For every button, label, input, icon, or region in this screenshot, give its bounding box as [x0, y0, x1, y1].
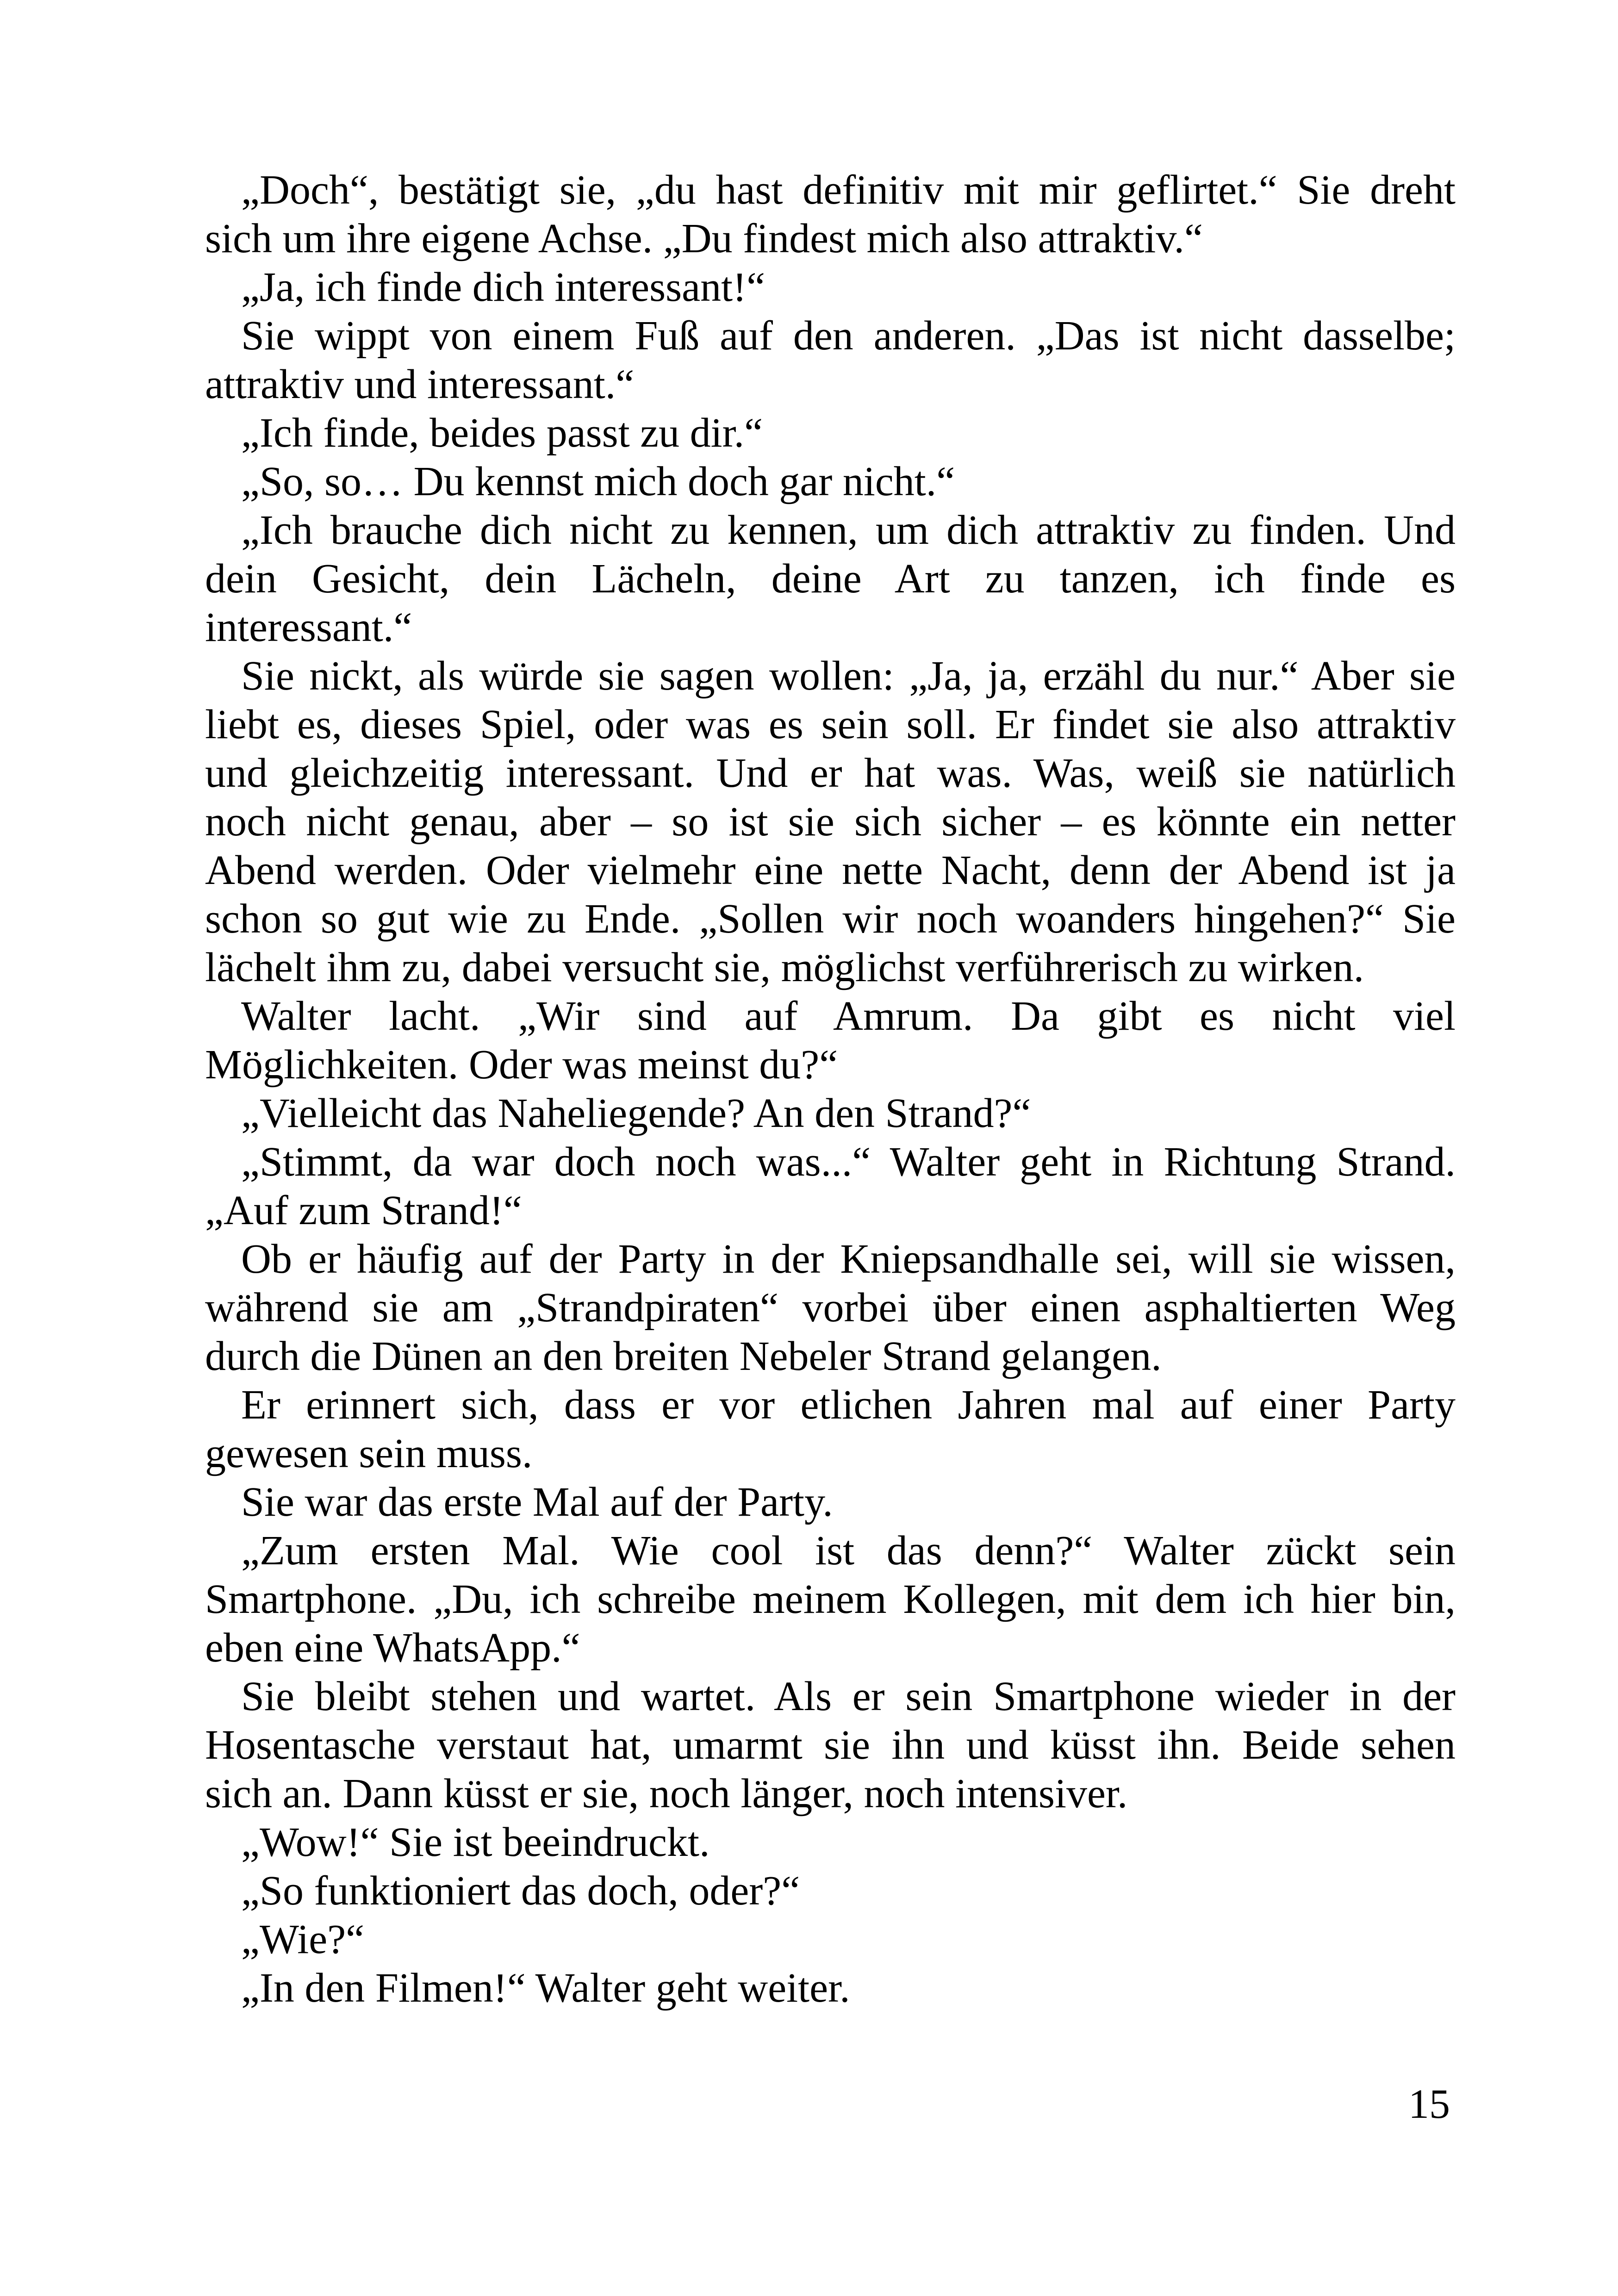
- text-line: Abend werden. Oder vielmehr eine nette Nacht, denn der Abend ist ja: [205, 847, 1456, 893]
- text-line: liebt es, dieses Spiel, oder was es sein soll. Er findet sie also attraktiv: [205, 702, 1456, 747]
- text-line: sich um ihre eigene Achse. „Du findest mich also attraktiv.“: [205, 216, 1203, 261]
- text-line: gewesen sein muss.: [205, 1431, 533, 1476]
- paragraph: [205, 1915, 1456, 1964]
- text-line: schon so gut wie zu Ende. „Sollen wir noch woanders hingehen?“ Sie: [205, 896, 1456, 942]
- paragraph: [205, 506, 1456, 652]
- paragraph: [205, 1672, 1456, 1818]
- text-line: Sie bleibt stehen und wartet. Als er sein Smartphone wieder in der: [241, 1674, 1456, 1719]
- page-number: 15: [1408, 2081, 1450, 2127]
- text-line: „Doch“, bestätigt sie, „du hast definitiv mit mir geflirtet.“ Sie dreht: [241, 167, 1456, 213]
- text-line: Sie nickt, als würde sie sagen wollen: „Ja, ja, erzähl du nur.“ Aber sie: [241, 653, 1456, 699]
- paragraph: [205, 1964, 1456, 2012]
- paragraph: [205, 992, 1456, 1089]
- paragraph: [205, 1235, 1456, 1381]
- text-line: „In den Filmen!“ Walter geht weiter.: [241, 1965, 850, 2011]
- text-line: interessant.“: [205, 604, 412, 650]
- text-line: noch nicht genau, aber – so ist sie sich sicher – es könnte ein netter: [205, 799, 1456, 845]
- text-line: Er erinnert sich, dass er vor etlichen Jahren mal auf einer Party: [241, 1382, 1456, 1428]
- paragraph: [205, 1867, 1456, 1915]
- text-line: „Auf zum Strand!“: [205, 1188, 522, 1233]
- text-line: „Wie?“: [241, 1916, 365, 1962]
- text-block: [205, 166, 1456, 2012]
- text-line: „Vielleicht das Naheliegende? An den Strand?“: [241, 1090, 1031, 1136]
- text-line: „So funktioniert das doch, oder?“: [241, 1868, 800, 1914]
- text-line: Walter lacht. „Wir sind auf Amrum. Da gibt es nicht viel: [241, 993, 1456, 1039]
- paragraph: [205, 1818, 1456, 1867]
- text-line: „Ja, ich finde dich interessant!“: [241, 264, 765, 310]
- text-line: Möglichkeiten. Oder was meinst du?“: [205, 1042, 838, 1088]
- text-line: „Zum ersten Mal. Wie cool ist das denn?“ Walter zückt sein: [241, 1528, 1456, 1574]
- paragraph: [205, 409, 1456, 457]
- text-line: während sie am „Strandpiraten“ vorbei über einen asphaltierten Weg: [205, 1285, 1456, 1331]
- paragraph: [205, 311, 1456, 409]
- text-line: dein Gesicht, dein Lächeln, deine Art zu tanzen, ich finde es: [205, 556, 1456, 602]
- text-line: Sie war das erste Mal auf der Party.: [241, 1479, 833, 1525]
- paragraph: [205, 166, 1456, 263]
- text-line: und gleichzeitig interessant. Und er hat was. Was, weiß sie natürlich: [205, 750, 1456, 796]
- paragraph: [205, 1089, 1456, 1138]
- text-line: „So, so… Du kennst mich doch gar nicht.“: [241, 459, 955, 504]
- paragraph: [205, 263, 1456, 311]
- text-line: „Wow!“ Sie ist beeindruckt.: [241, 1819, 710, 1865]
- text-line: Smartphone. „Du, ich schreibe meinem Kollegen, mit dem ich hier bin,: [205, 1576, 1456, 1622]
- paragraph: [205, 1381, 1456, 1478]
- text-line: Hosentasche verstaut hat, umarmt sie ihn und küsst ihn. Beide sehen: [205, 1722, 1456, 1768]
- text-line: durch die Dünen an den breiten Nebeler Strand gelangen.: [205, 1333, 1162, 1379]
- text-line: „Ich brauche dich nicht zu kennen, um dich attraktiv zu finden. Und: [241, 507, 1456, 553]
- text-line: Sie wippt von einem Fuß auf den anderen. „Das ist nicht dasselbe;: [241, 313, 1456, 359]
- text-line: attraktiv und interessant.“: [205, 361, 635, 407]
- paragraph: [205, 1526, 1456, 1672]
- text-line: lächelt ihm zu, dabei versucht sie, möglichst verführerisch zu wirken.: [205, 945, 1364, 990]
- paragraph: [205, 1478, 1456, 1526]
- text-line: „Stimmt, da war doch noch was...“ Walter geht in Richtung Strand.: [241, 1139, 1456, 1185]
- text-line: Ob er häufig auf der Party in der Kniepsandhalle sei, will sie wissen,: [241, 1236, 1456, 1282]
- text-line: „Ich finde, beides passt zu dir.“: [241, 410, 763, 456]
- text-line: sich an. Dann küsst er sie, noch länger, noch intensiver.: [205, 1771, 1128, 1817]
- paragraph: [205, 457, 1456, 506]
- paragraph: [205, 652, 1456, 992]
- text-line: eben eine WhatsApp.“: [205, 1625, 580, 1671]
- paragraph: [205, 1138, 1456, 1235]
